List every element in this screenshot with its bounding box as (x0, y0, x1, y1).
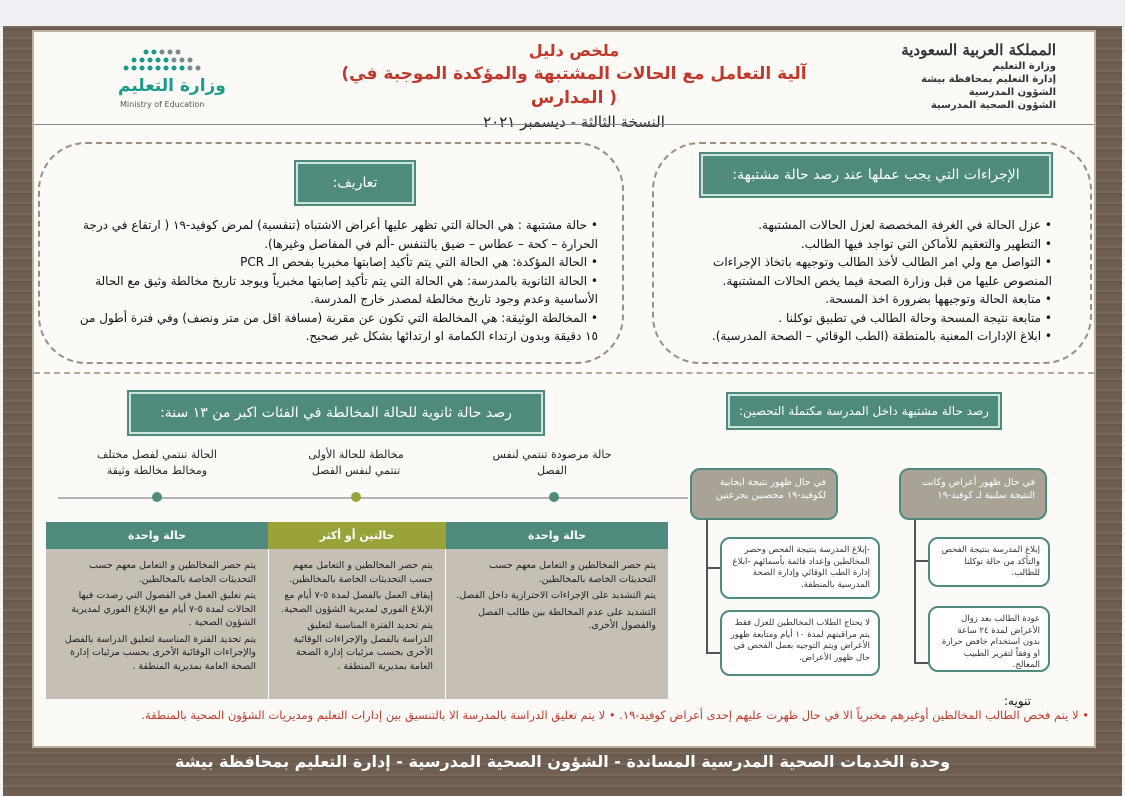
ksa-line: الشؤون المدرسية (968, 87, 1056, 98)
list-item: يتم حصر المخالطين و التعامل معهم حسب التحديثات الخاصة بالمخالطين. (288, 560, 433, 585)
title-line-2: (آلية التعامل مع الحالات المشتبهة والمؤكدة الموجبة في المدارس ) (341, 64, 807, 108)
note-title: تنويه: (1004, 694, 1031, 708)
list-item-text: الحالة المؤكدة: هي الحالة التي يتم تأكيد إصابتها مخبريا بفحص الـ (267, 255, 588, 269)
ksa-line: الشؤون الصحية المدرسية (930, 100, 1056, 111)
moe-dots-icon (118, 44, 208, 76)
column-header: حالتين أو أكثر (268, 522, 446, 549)
vaccinated-title: رصد حالة مشتبهة داخل المدرسة مكتملة التحصين: (728, 394, 1000, 428)
list-item: يتم حصر المخالطين و التعامل معهم حسب التحديثات الخاصة بالمخالطين. (489, 560, 656, 585)
connector-line (914, 662, 928, 664)
column-header: حالة واحدة (446, 522, 668, 549)
suspected-actions-list (674, 216, 1066, 346)
list-item: يتم تعليق العمل في الفصول التي رصدت فيها الحالات لمدة ٥-٧ أيام مع الإبلاغ الفوري لمديرية الشؤون الصحية . (71, 590, 256, 628)
connector-line (914, 520, 916, 662)
column-body (446, 549, 668, 699)
list-item: التشديد على عدم المخالطة بين طالب الفصل والفصول الأخرى. (478, 606, 656, 631)
definitions-title: تعاريف: (296, 162, 414, 204)
pcr-label: PCR (240, 255, 265, 269)
list-item: يتم تحديد الفترة المناسبة لتعليق الدراسة بالفصل والإجراءات الوقائية الأخرى بحسب مرئيات إدارة الصحة العامة بمديرية المنطقة . (64, 633, 256, 672)
timeline-label: مخالطة للحالة الأولى تنتمي لنفس الفصل (308, 448, 404, 477)
timeline-dot (152, 492, 162, 502)
top-bar (0, 0, 1125, 27)
connector-line (706, 652, 720, 654)
list-item: إيقاف العمل بالفصل لمدة ٥-٧ أيام مع الإبلاغ الفوري لمديرية الشؤون الصحية. (281, 590, 433, 615)
list-item (64, 253, 598, 272)
timeline-label: حالة مرصودة تنتمي لنفس الفصل (492, 448, 612, 477)
title-line-1: ملخص دليل (528, 41, 620, 60)
poster-board (3, 26, 1122, 796)
branch-negative: في حال ظهور أعراض وكانت النتيجة سلبية لـ كوفيد-١٩ (899, 468, 1047, 520)
list-item: • ابلاغ الإدارات المعنية بالمنطقة (الطب الوقائي – الصحة المدرسية). (674, 327, 1052, 346)
list-item: يتم تحديد الفترة المناسبة لتعليق الدراسة بالفصل والإجراءات الوقائية الأخرى بحسب مرئيات إدارة الصحة العامة بمديرية المنطقة . (293, 620, 433, 672)
list-item: • عزل الحالة في الغرفة المخصصة لعزل الحالات المشتبهة. (674, 216, 1052, 235)
timeline-label: الحالة تنتمي لفصل مختلف ومخالط مخالطة وثيقة (97, 448, 217, 477)
list-item: • حالة مشتبهة : هي الحالة التي تظهر عليها أعراض الاشتباه (تنفسية) لمرض كوفيد-١٩ ( ارتفاع في درجة الحرارة – كحة – عطاس – ضيق بالتنفس -ألم في المفاصل وغيرها). (64, 216, 598, 253)
timeline-dot (351, 492, 361, 502)
connector-line (914, 560, 928, 562)
secondary-case-title: رصد حالة ثانوية للحالة المخالطة في الفئات اكبر من ١٣ سنة: (129, 392, 543, 434)
list-item: • الحالة الثانوية بالمدرسة: هي الحالة التي يتم تأكيد إصابتها مخبرياً ويوجد تاريخ مخالطة وثيق مع الحالة الأساسية وعدم وجود تاريخ مخالطة لمصدر خارج المدرسة. (64, 272, 598, 309)
footer-text: وحدة الخدمات الصحية المدرسية المساندة - الشؤون الصحية المدرسية - إدارة التعليم بمحافظة بيشة (174, 752, 951, 771)
positive-step-2: لا يحتاج الطلاب المخالطين للعزل فقط يتم مراقبتهم لمدة ١٠ أيام ومتابعة ظهور الأعراض ويتم التوجيه بعمل الفحص في حال ظهور الأعراض. (720, 610, 880, 676)
ksa-seal-text: المملكة العربية السعودية (901, 41, 1056, 59)
suspected-actions-title: الإجراءات التي يجب عملها عند رصد حالة مشتبهة: (701, 154, 1051, 196)
note-text: • لا يتم فحص الطالب المخالطين أوغيرهم مخبرياً الا في حال ظهرت عليهم إحدى أعراض كوفيد-١٩. • لا يتم تعليق الدراسة بالمدرسة الا بالتنسيق بين إدارات التعليم ومديريات الشؤون الصحية بالمنطقة. (141, 708, 1089, 722)
connector-line (706, 567, 720, 569)
negative-step-1: إبلاغ المدرسة بنتيجة الفحص والتأكد من حالة توكلنا للطالب. (928, 537, 1050, 587)
title-line-3: النسخة الثالثة - ديسمبر ٢٠٢١ (483, 113, 665, 131)
moe-english-name: Ministry of Education (120, 100, 205, 109)
moe-logo (78, 42, 228, 112)
list-item: • متابعة نتيجة المسحة وحالة الطالب في تطبيق توكلنا . (674, 309, 1052, 328)
list-item: يتم التشديد على الإجراءات الاحترازية داخل الفصل. (456, 590, 656, 601)
poster-title (304, 40, 844, 134)
list-item: • التطهير والتعقيم للأماكن التي تواجد فيها الطالب. (674, 235, 1052, 254)
timeline-dot (549, 492, 559, 502)
moe-arabic-name: وزارة التعليم (118, 76, 226, 96)
column-header: حالة واحدة (46, 522, 268, 549)
ksa-line: وزارة التعليم (992, 61, 1056, 72)
column-body (46, 549, 268, 699)
section-divider (34, 372, 1094, 374)
list-item: • متابعة الحالة وتوجيهها بضرورة اخذ المسحة. (674, 290, 1052, 309)
negative-step-2: عودة الطالب بعد زوال الأعراض لمدة ٢٤ ساعة بدون استخدام خافض حرارة او وفقاً لتقرير الطبيب المعالج. (928, 606, 1050, 672)
list-item: • المخالطة الوثيقة: هي المخالطة التي تكون عن مقربة (مسافة اقل من متر ونصف) وفي فترة أطول من ١٥ دقيقة وبدون ارتداء الكمامة او ارتدائها بشكل غير صحيح. (64, 309, 598, 346)
branch-positive: في حال ظهور نتيجة ايجابية لكوفيد-١٩ محصنين بجرعتين (690, 468, 838, 520)
poster-paper (32, 30, 1096, 748)
header-divider (34, 124, 1094, 125)
ksa-header (876, 40, 1056, 112)
connector-line (706, 520, 708, 652)
list-item: يتم حصر المخالطين و التعامل معهم حسب التحديثات الخاصة بالمخالطين. (89, 560, 256, 585)
list-item: • التواصل مع ولي امر الطالب لأخذ الطالب وتوجيهه باتخاذ الإجراءات المنصوص عليها من قبل وزارة الصحة فيما يخص الحالات المشتبهة. (674, 253, 1052, 290)
positive-step-1: -إبلاغ المدرسة بنتيجة الفحص وحصر المخالطين وإعداد قائمة بأسمائهم -ابلاغ إدارة الطب الوقائي وإدارة الصحة المدرسية بالمنطقة. (720, 537, 880, 599)
column-body (268, 549, 446, 699)
definitions-list (64, 216, 612, 346)
ksa-line: إدارة التعليم بمحافظة بيشة (921, 74, 1056, 85)
